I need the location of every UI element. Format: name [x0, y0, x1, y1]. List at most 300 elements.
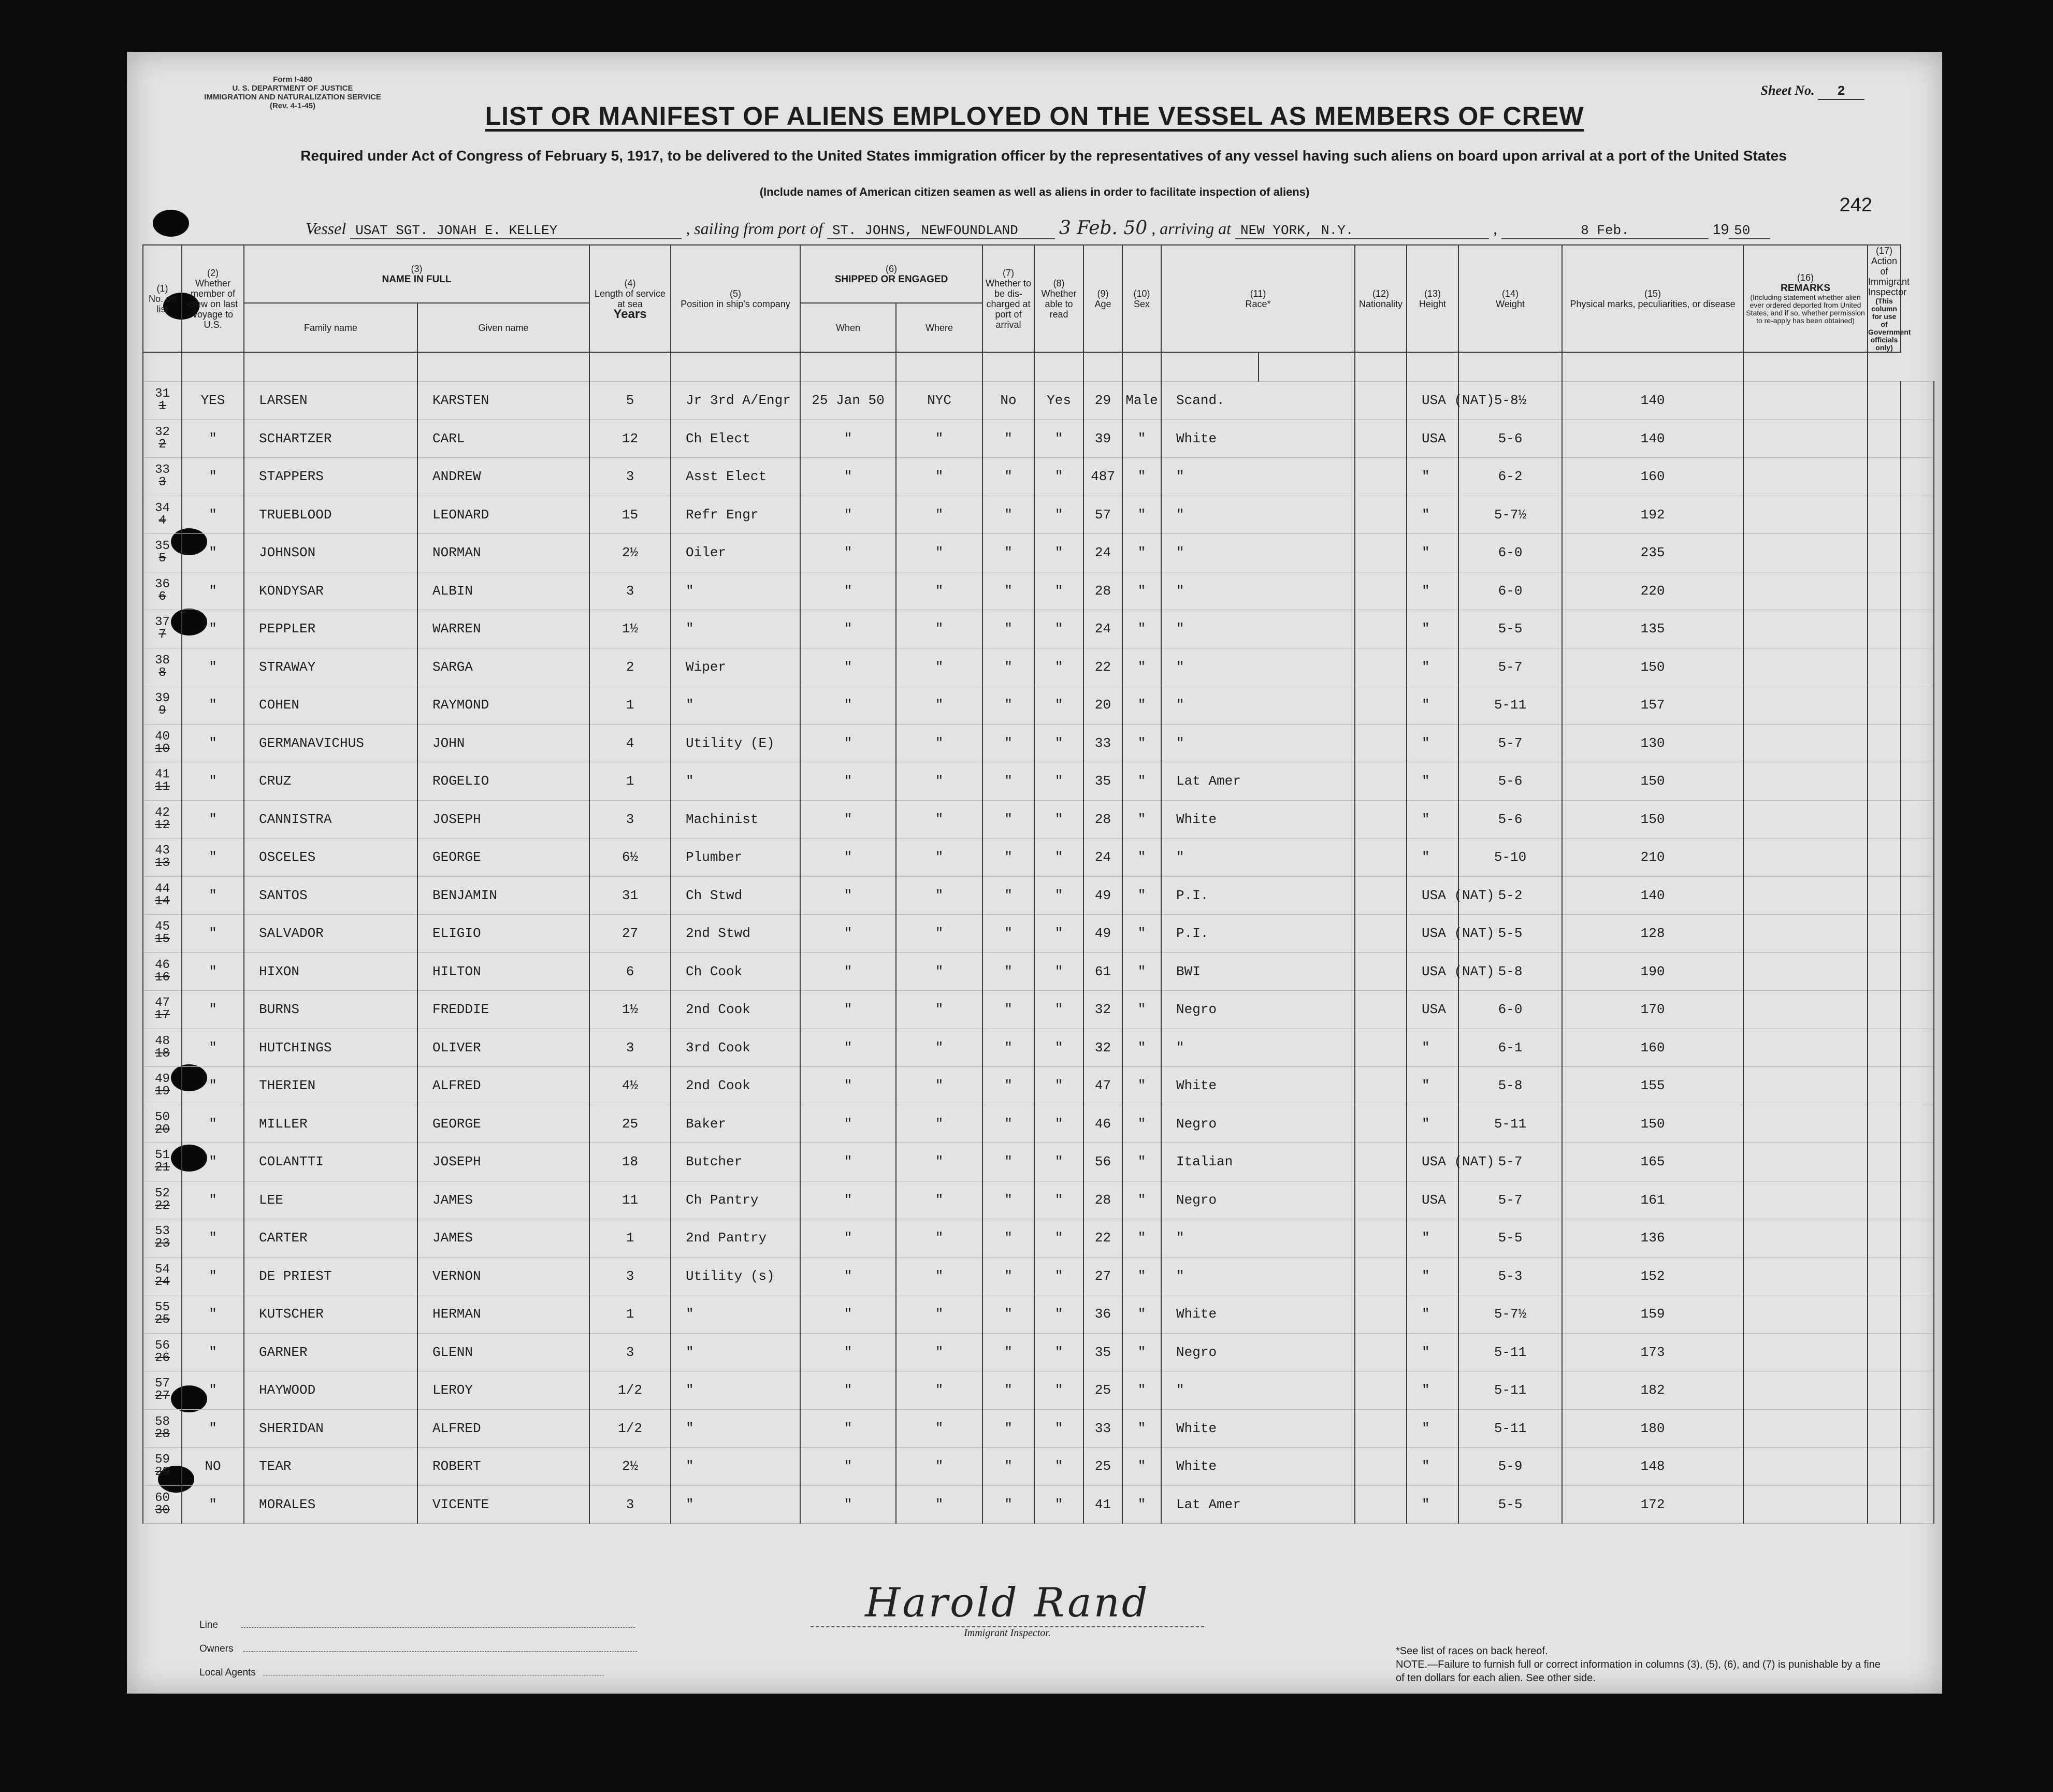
empty-cell	[1355, 800, 1407, 839]
discharge-cell: "	[982, 800, 1034, 839]
height-cell: 6-0	[1458, 534, 1562, 572]
list-number-cell: 43 13	[143, 839, 182, 877]
able-to-read-cell: "	[1034, 610, 1083, 648]
previous-voyage-cell: "	[182, 800, 244, 839]
height-cell: 5-8	[1458, 952, 1562, 991]
nationality-cell: "	[1407, 839, 1458, 877]
nationality-cell: "	[1407, 496, 1458, 534]
shipped-when-cell: "	[800, 1067, 896, 1105]
given-name-cell: ROGELIO	[417, 762, 589, 801]
table-row	[143, 1409, 1934, 1448]
position-cell: Utility (s)	[671, 1257, 800, 1295]
vessel-line: Vessel USAT SGT. JONAH E. KELLEY , sailing from port of ST. JOHNS, NEWFOUNDLAND 3 Feb. 50 , arriving at NEW YORK, N.Y. , 8 Feb. 19 50	[306, 218, 1770, 239]
service-years-cell: 2	[589, 648, 671, 686]
empty-cell	[1901, 915, 1934, 953]
age-cell: 35	[1083, 1333, 1122, 1371]
vessel-name: USAT SGT. JONAH E. KELLEY	[350, 223, 682, 239]
sex-cell: "	[1122, 1448, 1161, 1486]
list-number-cell: 52 22	[143, 1181, 182, 1219]
previous-voyage-cell: "	[182, 1105, 244, 1143]
sex-cell: "	[1122, 610, 1161, 648]
age-cell: 41	[1083, 1485, 1122, 1524]
discharge-cell: "	[982, 1295, 1034, 1334]
empty-cell	[1901, 1029, 1934, 1067]
family-name-cell: LARSEN	[244, 382, 417, 420]
family-name-cell: COLANTTI	[244, 1143, 417, 1181]
height-cell: 6-0	[1458, 572, 1562, 610]
header-family-name: Family name	[244, 303, 417, 352]
empty-cell	[1355, 991, 1407, 1029]
previous-voyage-cell: NO	[182, 1448, 244, 1486]
table-row	[143, 1067, 1934, 1105]
empty-cell	[1743, 876, 1868, 915]
list-number-cell: 39 9	[143, 686, 182, 725]
empty-cell	[1901, 1448, 1934, 1486]
table-row	[143, 686, 1934, 725]
sex-cell: "	[1122, 724, 1161, 762]
discharge-cell: "	[982, 762, 1034, 801]
shipped-when-cell: "	[800, 876, 896, 915]
given-name-cell: ALBIN	[417, 572, 589, 610]
position-cell: Ch Cook	[671, 952, 800, 991]
position-cell: "	[671, 572, 800, 610]
weight-cell: 155	[1562, 1067, 1743, 1105]
weight-cell: 161	[1562, 1181, 1743, 1219]
able-to-read-cell: "	[1034, 839, 1083, 877]
table-row	[143, 420, 1934, 458]
sheet-number	[1761, 83, 1865, 100]
previous-voyage-cell: "	[182, 1181, 244, 1219]
empty-cell	[1355, 382, 1407, 420]
height-cell: 5-8	[1458, 1067, 1562, 1105]
weight-cell: 165	[1562, 1143, 1743, 1181]
height-cell: 5-7	[1458, 648, 1562, 686]
sex-cell: "	[1122, 876, 1161, 915]
sex-cell: "	[1122, 496, 1161, 534]
shipped-when-cell: "	[800, 496, 896, 534]
position-cell: Ch Pantry	[671, 1181, 800, 1219]
sheet-value: 2	[1818, 83, 1864, 100]
weight-cell: 152	[1562, 1257, 1743, 1295]
sex-cell: "	[1122, 991, 1161, 1029]
able-to-read-cell: "	[1034, 1257, 1083, 1295]
previous-voyage-cell: "	[182, 1219, 244, 1258]
race-cell: "	[1161, 686, 1355, 725]
table-row	[143, 762, 1934, 801]
empty-cell	[1868, 1257, 1901, 1295]
position-cell: "	[671, 762, 800, 801]
discharge-cell: "	[982, 1219, 1034, 1258]
sex-cell: "	[1122, 686, 1161, 725]
service-name: IMMIGRATION AND NATURALIZATION SERVICE	[204, 93, 381, 102]
able-to-read-cell: "	[1034, 1371, 1083, 1410]
given-name-cell: VERNON	[417, 1257, 589, 1295]
weight-cell: 172	[1562, 1485, 1743, 1524]
previous-voyage-cell: "	[182, 1295, 244, 1334]
given-name-cell: ANDREW	[417, 458, 589, 496]
form-revision: (Rev. 4-1-45)	[269, 102, 316, 110]
family-name-cell: SCHARTZER	[244, 420, 417, 458]
discharge-cell: "	[982, 1371, 1034, 1410]
age-cell: 39	[1083, 420, 1122, 458]
age-cell: 487	[1083, 458, 1122, 496]
service-years-cell: 2½	[589, 534, 671, 572]
empty-cell	[1743, 991, 1868, 1029]
table-row	[143, 1219, 1934, 1258]
discharge-cell: "	[982, 1143, 1034, 1181]
empty-cell	[1355, 1485, 1407, 1524]
family-name-cell: STRAWAY	[244, 648, 417, 686]
discharge-cell: "	[982, 686, 1034, 725]
shipped-where-cell: NYC	[896, 382, 982, 420]
sex-cell: "	[1122, 1143, 1161, 1181]
list-number-cell: 51 21	[143, 1143, 182, 1181]
weight-cell: 192	[1562, 496, 1743, 534]
height-cell: 5-5	[1458, 1219, 1562, 1258]
able-to-read-cell: "	[1034, 648, 1083, 686]
table-row	[143, 952, 1934, 991]
able-to-read-cell: "	[1034, 496, 1083, 534]
race-cell: White	[1161, 800, 1355, 839]
empty-cell	[1901, 1105, 1934, 1143]
empty-cell	[1868, 724, 1901, 762]
empty-cell	[1901, 1333, 1934, 1371]
empty-cell	[1868, 648, 1901, 686]
inspector-signature: Harold Rand	[865, 1580, 1150, 1626]
weight-cell: 159	[1562, 1295, 1743, 1334]
header-where: Where	[896, 303, 982, 352]
race-cell: Negro	[1161, 991, 1355, 1029]
sex-cell: Male	[1122, 382, 1161, 420]
nationality-cell: "	[1407, 648, 1458, 686]
sex-cell: "	[1122, 1105, 1161, 1143]
empty-cell	[1868, 952, 1901, 991]
position-cell: "	[671, 1409, 800, 1448]
age-cell: 56	[1083, 1143, 1122, 1181]
position-cell: "	[671, 686, 800, 725]
empty-cell	[1901, 800, 1934, 839]
shipped-where-cell: "	[896, 1067, 982, 1105]
race-cell: "	[1161, 839, 1355, 877]
form-number: Form I-480	[273, 75, 312, 84]
position-cell: Plumber	[671, 839, 800, 877]
header-name: (3) NAME IN FULL	[244, 245, 589, 303]
age-cell: 24	[1083, 534, 1122, 572]
table-row	[143, 1295, 1934, 1334]
shipped-when-cell: "	[800, 724, 896, 762]
able-to-read-cell: "	[1034, 1448, 1083, 1486]
given-name-cell: BENJAMIN	[417, 876, 589, 915]
race-cell: "	[1161, 496, 1355, 534]
shipped-when-cell: "	[800, 1257, 896, 1295]
shipped-where-cell: "	[896, 458, 982, 496]
height-cell: 5-8½	[1458, 382, 1562, 420]
header-no: (1) No. on list	[143, 245, 182, 352]
header-when: When	[800, 303, 896, 352]
nationality-cell: "	[1407, 1067, 1458, 1105]
nationality-cell: USA (NAT)	[1407, 876, 1458, 915]
list-number-cell: 59 29	[143, 1448, 182, 1486]
shipped-when-cell: "	[800, 648, 896, 686]
empty-cell	[1901, 839, 1934, 877]
previous-voyage-cell: "	[182, 915, 244, 953]
list-number-cell: 49 19	[143, 1067, 182, 1105]
list-number-cell: 55 25	[143, 1295, 182, 1334]
empty-cell	[1743, 1295, 1868, 1334]
list-number-cell: 53 23	[143, 1219, 182, 1258]
able-to-read-cell: "	[1034, 1067, 1083, 1105]
height-cell: 5-5	[1458, 610, 1562, 648]
service-years-cell: 5	[589, 382, 671, 420]
shipped-when-cell: "	[800, 534, 896, 572]
table-row	[143, 724, 1934, 762]
list-number-cell: 31 1	[143, 382, 182, 420]
discharge-cell: "	[982, 724, 1034, 762]
shipped-where-cell: "	[896, 1333, 982, 1371]
position-cell: "	[671, 610, 800, 648]
service-years-cell: 1½	[589, 991, 671, 1029]
height-cell: 5-5	[1458, 915, 1562, 953]
age-cell: 27	[1083, 1257, 1122, 1295]
given-name-cell: ALFRED	[417, 1409, 589, 1448]
discharge-cell: "	[982, 1448, 1034, 1486]
nationality-cell: "	[1407, 534, 1458, 572]
table-row	[143, 1448, 1934, 1486]
empty-cell	[1743, 724, 1868, 762]
service-years-cell: 3	[589, 572, 671, 610]
empty-cell	[1743, 952, 1868, 991]
able-to-read-cell: "	[1034, 534, 1083, 572]
family-name-cell: SHERIDAN	[244, 1409, 417, 1448]
height-cell: 5-9	[1458, 1448, 1562, 1486]
shipped-when-cell: "	[800, 800, 896, 839]
page-title: LIST OR MANIFEST OF ALIENS EMPLOYED ON THE VESSEL AS MEMBERS OF CREW	[485, 102, 1584, 131]
race-cell: "	[1161, 572, 1355, 610]
sex-cell: "	[1122, 1067, 1161, 1105]
able-to-read-cell: "	[1034, 1105, 1083, 1143]
table-row	[143, 839, 1934, 877]
table-row	[143, 1029, 1934, 1067]
previous-voyage-cell: "	[182, 458, 244, 496]
shipped-when-cell: "	[800, 1295, 896, 1334]
shipped-where-cell: "	[896, 915, 982, 953]
race-cell: White	[1161, 1067, 1355, 1105]
sex-cell: "	[1122, 572, 1161, 610]
service-years-cell: 1	[589, 1219, 671, 1258]
list-number-cell: 48 18	[143, 1029, 182, 1067]
weight-cell: 190	[1562, 952, 1743, 991]
list-number-cell: 46 16	[143, 952, 182, 991]
height-cell: 5-10	[1458, 839, 1562, 877]
discharge-cell: "	[982, 458, 1034, 496]
empty-cell	[1901, 610, 1934, 648]
given-name-cell: LEROY	[417, 1371, 589, 1410]
shipped-when-cell: "	[800, 1143, 896, 1181]
weight-cell: 150	[1562, 1105, 1743, 1143]
previous-voyage-cell: "	[182, 1257, 244, 1295]
discharge-cell: "	[982, 1105, 1034, 1143]
height-cell: 5-6	[1458, 800, 1562, 839]
shipped-when-cell: "	[800, 458, 896, 496]
given-name-cell: ROBERT	[417, 1448, 589, 1486]
list-number-cell: 47 17	[143, 991, 182, 1029]
weight-cell: 173	[1562, 1333, 1743, 1371]
list-number-cell: 42 12	[143, 800, 182, 839]
previous-voyage-cell: "	[182, 1143, 244, 1181]
family-name-cell: DE PRIEST	[244, 1257, 417, 1295]
empty-cell	[1868, 686, 1901, 725]
empty-cell	[1355, 534, 1407, 572]
sailing-date: 3 Feb. 50	[1059, 218, 1148, 239]
given-name-cell: JOSEPH	[417, 800, 589, 839]
position-cell: "	[671, 1448, 800, 1486]
service-years-cell: 1	[589, 1295, 671, 1334]
sex-cell: "	[1122, 1295, 1161, 1334]
race-cell: "	[1161, 458, 1355, 496]
weight-cell: 182	[1562, 1371, 1743, 1410]
empty-cell	[1355, 1181, 1407, 1219]
sailing-port: ST. JOHNS, NEWFOUNDLAND	[827, 223, 1055, 239]
empty-cell	[1868, 1371, 1901, 1410]
family-name-cell: COHEN	[244, 686, 417, 725]
family-name-cell: CRUZ	[244, 762, 417, 801]
position-cell: Utility (E)	[671, 724, 800, 762]
shipped-when-cell: "	[800, 1181, 896, 1219]
age-cell: 22	[1083, 1219, 1122, 1258]
sex-cell: "	[1122, 458, 1161, 496]
race-cell: P.I.	[1161, 876, 1355, 915]
empty-cell	[1355, 762, 1407, 801]
empty-cell	[1355, 1143, 1407, 1181]
able-to-read-cell: "	[1034, 991, 1083, 1029]
previous-voyage-cell: "	[182, 572, 244, 610]
weight-cell: 170	[1562, 991, 1743, 1029]
race-cell: Lat Amer	[1161, 762, 1355, 801]
position-cell: Baker	[671, 1105, 800, 1143]
previous-voyage-cell: "	[182, 648, 244, 686]
family-name-cell: LEE	[244, 1181, 417, 1219]
header-weight: (14) Weight	[1458, 245, 1562, 352]
weight-cell: 220	[1562, 572, 1743, 610]
previous-voyage-cell: "	[182, 1067, 244, 1105]
shipped-when-cell: "	[800, 1333, 896, 1371]
sex-cell: "	[1122, 420, 1161, 458]
weight-cell: 150	[1562, 762, 1743, 801]
punch-hole	[153, 210, 189, 237]
empty-cell	[1901, 762, 1934, 801]
weight-cell: 135	[1562, 610, 1743, 648]
service-years-cell: 15	[589, 496, 671, 534]
shipped-when-cell: "	[800, 1371, 896, 1410]
given-name-cell: GEORGE	[417, 839, 589, 877]
empty-cell	[1355, 1257, 1407, 1295]
service-years-cell: 2½	[589, 1448, 671, 1486]
empty-cell	[1868, 496, 1901, 534]
able-to-read-cell: "	[1034, 1409, 1083, 1448]
race-cell: "	[1161, 648, 1355, 686]
shipped-when-cell: "	[800, 839, 896, 877]
nationality-cell: "	[1407, 1029, 1458, 1067]
discharge-cell: No	[982, 382, 1034, 420]
age-cell: 35	[1083, 762, 1122, 801]
list-number-cell: 35 5	[143, 534, 182, 572]
list-number-cell: 56 26	[143, 1333, 182, 1371]
header-position: (5) Position in ship's company	[671, 245, 800, 352]
age-cell: 28	[1083, 800, 1122, 839]
page-subtitle: Required under Act of Congress of February 5, 1917, to be delivered to the United States immigration officer by the representatives of any vessel having such aliens on board upon arrival at a port of the United States	[300, 148, 1787, 164]
header-age: (9) Age	[1083, 245, 1122, 352]
previous-voyage-cell: "	[182, 1409, 244, 1448]
shipped-when-cell: "	[800, 915, 896, 953]
table-row	[143, 648, 1934, 686]
sex-cell: "	[1122, 1029, 1161, 1067]
family-name-cell: GARNER	[244, 1333, 417, 1371]
discharge-cell: "	[982, 572, 1034, 610]
given-name-cell: ELIGIO	[417, 915, 589, 953]
height-cell: 5-3	[1458, 1257, 1562, 1295]
weight-cell: 140	[1562, 382, 1743, 420]
nationality-cell: "	[1407, 572, 1458, 610]
document-number: 242	[1839, 194, 1872, 216]
shipped-where-cell: "	[896, 991, 982, 1029]
shipped-when-cell: "	[800, 762, 896, 801]
empty-cell	[1868, 800, 1901, 839]
service-years-cell: 12	[589, 420, 671, 458]
empty-cell	[1901, 1219, 1934, 1258]
age-cell: 47	[1083, 1067, 1122, 1105]
sex-cell: "	[1122, 1371, 1161, 1410]
given-name-cell: ALFRED	[417, 1067, 589, 1105]
service-years-cell: 11	[589, 1181, 671, 1219]
able-to-read-cell: "	[1034, 800, 1083, 839]
family-name-cell: CANNISTRA	[244, 800, 417, 839]
header-read: (8) Whether able to read	[1034, 245, 1083, 352]
weight-cell: 235	[1562, 534, 1743, 572]
empty-cell	[1901, 1181, 1934, 1219]
position-cell: Oiler	[671, 534, 800, 572]
position-cell: "	[671, 1295, 800, 1334]
race-cell: BWI	[1161, 952, 1355, 991]
height-cell: 5-2	[1458, 876, 1562, 915]
inspector-label: Immigrant Inspector.	[811, 1626, 1204, 1639]
shipped-when-cell: "	[800, 1409, 896, 1448]
age-cell: 33	[1083, 724, 1122, 762]
table-row	[143, 876, 1934, 915]
given-name-cell: FREDDIE	[417, 991, 589, 1029]
race-cell: "	[1161, 534, 1355, 572]
arrival-date: 8 Feb.	[1501, 223, 1709, 239]
shipped-where-cell: "	[896, 1448, 982, 1486]
service-years-cell: 3	[589, 800, 671, 839]
given-name-cell: HERMAN	[417, 1295, 589, 1334]
given-name-cell: NORMAN	[417, 534, 589, 572]
able-to-read-cell: "	[1034, 915, 1083, 953]
sex-cell: "	[1122, 1485, 1161, 1524]
shipped-when-cell: "	[800, 1448, 896, 1486]
header-nationality: (12) Nationality	[1355, 245, 1407, 352]
empty-cell	[1743, 839, 1868, 877]
position-cell: Wiper	[671, 648, 800, 686]
discharge-cell: "	[982, 839, 1034, 877]
family-name-cell: JOHNSON	[244, 534, 417, 572]
weight-cell: 160	[1562, 458, 1743, 496]
previous-voyage-cell: "	[182, 1029, 244, 1067]
race-cell: "	[1161, 610, 1355, 648]
empty-cell	[1868, 1181, 1901, 1219]
empty-cell	[1743, 458, 1868, 496]
race-cell: Negro	[1161, 1181, 1355, 1219]
department: U. S. DEPARTMENT OF JUSTICE	[232, 84, 353, 93]
